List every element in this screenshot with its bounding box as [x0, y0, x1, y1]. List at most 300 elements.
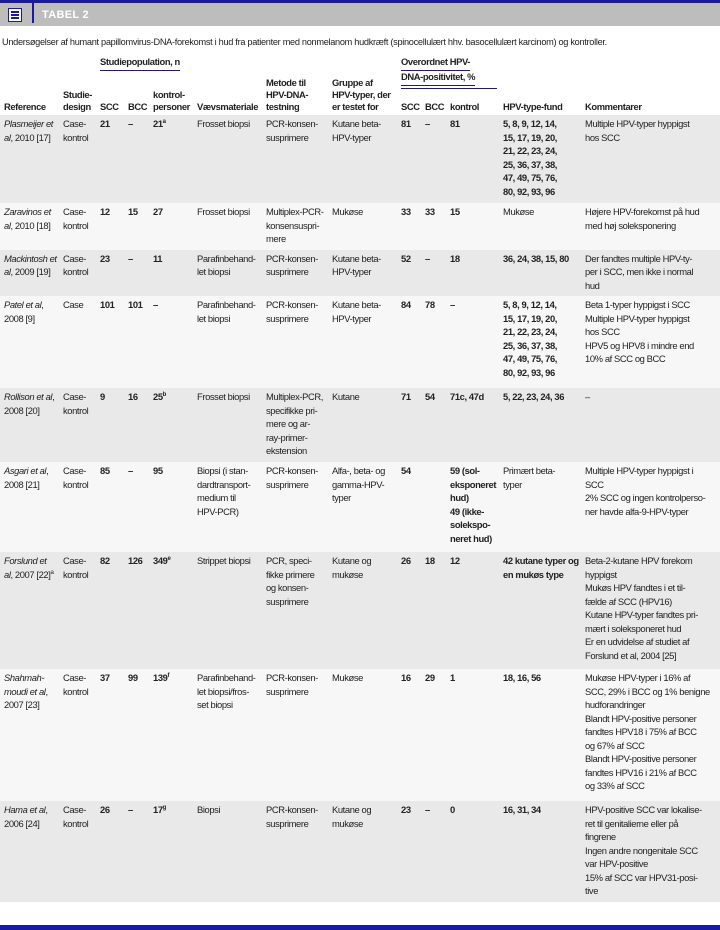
text-line: ray-primer- [266, 431, 308, 443]
cell-scc [96, 462, 124, 552]
cell-text: Plasmeijer et al [4, 118, 53, 143]
text-line: set biopsi [197, 699, 233, 710]
text-line: Case- [63, 391, 87, 402]
text-line: og 67% af SCC [585, 739, 645, 751]
text-line: Blandt HPV-positive personer [585, 753, 697, 764]
text-line: Mukøs HPV fandtes i et til- [585, 582, 686, 593]
cell-types [499, 296, 581, 388]
cell-text: 16 [128, 391, 138, 402]
text-line: Kutane og [332, 804, 372, 815]
text-line: Multiplex-PCR- [266, 206, 324, 217]
cell-text: – [128, 804, 133, 815]
text-line: ner havde alfa-9-HPV-typer [585, 505, 689, 517]
cell-group [328, 462, 397, 552]
cell-text: f [167, 672, 170, 679]
table-row [0, 296, 720, 388]
cell-group [328, 801, 397, 902]
text-line: HPV-typer, der [332, 89, 391, 100]
cell-reference [0, 801, 59, 902]
text-line: Kutane og [332, 555, 372, 566]
text-line: 21, 22, 23, 24, [503, 145, 557, 156]
cell-group [328, 669, 397, 801]
text-line: kontrol [63, 685, 89, 697]
text-line: hyppigst [585, 568, 617, 580]
text-line: mukøse [332, 568, 363, 580]
cell-types [499, 462, 581, 552]
text-line: hudforandringer [585, 699, 646, 710]
text-line: susprimere [266, 595, 309, 607]
text-line: neret hud) [450, 532, 492, 544]
text-line: Multiple HPV-typer hyppigst [585, 312, 690, 324]
cell-design [59, 669, 96, 801]
cell-text: g [162, 804, 166, 811]
text-line: Biopsi [197, 804, 221, 815]
text-line: 16, 31, 34 [503, 804, 541, 815]
text-line: 47, 49, 75, 76, [503, 172, 557, 183]
text-line: Strippet biopsi [197, 555, 251, 566]
cell-text: – [153, 299, 158, 310]
cell-p-bcc [421, 296, 446, 388]
table-header-bar [0, 0, 720, 26]
cell-p-control [446, 552, 499, 669]
table-row [0, 203, 720, 250]
text-line: SCC [585, 478, 604, 490]
text-line: mært i soleksponeret hud [585, 622, 682, 634]
cell-control [149, 388, 193, 462]
header-p-scc: SCC [401, 101, 420, 112]
text-line: solekspo- [450, 519, 491, 530]
cell-text: , [46, 465, 49, 476]
text-line: Case- [63, 252, 87, 264]
text-line: 5, 8, 9, 12, 14, [503, 299, 557, 310]
header-types: HPV-type-fund [503, 101, 563, 112]
text-line: hud [585, 279, 600, 291]
text-line: PCR-konsen- [266, 299, 318, 310]
text-line: Kutane beta- [332, 118, 381, 129]
text-line: kontrol [63, 219, 89, 231]
table-icon [8, 8, 22, 22]
cell-group [328, 203, 397, 250]
cell-text: 17 [153, 804, 163, 815]
table-row [0, 669, 720, 801]
text-line: kontrol [63, 568, 89, 580]
text-line: PCR-konsen- [266, 672, 318, 683]
cell-text: 139 [153, 672, 168, 683]
cell-types [499, 552, 581, 669]
text-line: HPV-typer [332, 131, 372, 143]
text-line: – [585, 391, 590, 402]
text-line: 5, 22, 23, 24, 36 [503, 391, 565, 402]
cell-text: [17] [36, 131, 51, 143]
cell-text: [18] [36, 219, 51, 231]
cell-text: Zaravinos et al [4, 206, 51, 231]
header-positivity [397, 56, 499, 89]
cell-text: 9 [100, 391, 105, 402]
cell-p-bcc [421, 462, 446, 552]
cell-scc [96, 203, 124, 250]
cell-method [262, 801, 328, 902]
cell-design [59, 250, 96, 297]
cell-text: 126 [128, 555, 143, 566]
cell-comments [581, 296, 720, 388]
cell-bcc [124, 250, 149, 297]
text-line: specifikke pri- [266, 404, 318, 416]
cell-text: Shahmah-moudi et al [4, 672, 46, 697]
cell-text: Hama et al [4, 804, 46, 815]
table-row [0, 462, 720, 552]
text-line: SCC, 29% i BCC og 1% benigne [585, 685, 710, 697]
cell-tissue [193, 388, 262, 462]
cell-p-bcc [421, 250, 446, 297]
text-line: tive [585, 885, 599, 896]
cell-bcc [124, 115, 149, 203]
cell-comments [581, 388, 720, 462]
text-line: med høj soleksponering [585, 219, 676, 231]
text-line: susprimere [266, 266, 309, 277]
cell-bcc [124, 296, 149, 388]
text-line: ret til genitalierne eller på [585, 817, 679, 829]
text-line: var HPV-positive [585, 858, 648, 869]
cell-group [328, 250, 397, 297]
cell-types [499, 388, 581, 462]
cell-text: , 2009 [10, 266, 35, 277]
cell-text: 85 [100, 465, 110, 476]
cell-text: 26 [100, 804, 110, 815]
cell-scc [96, 388, 124, 462]
cell-p-control [446, 669, 499, 801]
cell-text: 95 [153, 465, 163, 476]
cell-text: a [50, 569, 54, 576]
cell-p-control [446, 801, 499, 902]
text-line: Metode til [266, 77, 306, 88]
header-comments: Kommentarer [585, 101, 642, 112]
cell-group [328, 552, 397, 669]
table-row [0, 388, 720, 462]
cell-text: – [128, 252, 133, 264]
text-line: eksponeret [450, 478, 497, 490]
cell-bcc [124, 669, 149, 801]
text-line: fikke primere [266, 568, 315, 580]
text-line: personer [153, 101, 190, 112]
text-line: typer [503, 478, 522, 490]
text-line: 15, 17, 19, 20, [503, 131, 557, 143]
cell-comments [581, 115, 720, 203]
text-line: Multiple HPV-typer hyppigst [585, 118, 690, 129]
header-group [328, 56, 397, 115]
cell-p-scc [397, 669, 421, 801]
cell-text: , 2010 [10, 219, 35, 231]
cell-design [59, 296, 96, 388]
cell-p-bcc [421, 552, 446, 669]
cell-text: 21 [100, 118, 110, 129]
cell-control [149, 296, 193, 388]
text-line: hud) [450, 492, 469, 503]
cell-tissue [193, 115, 262, 203]
cell-group [328, 388, 397, 462]
text-line: kontrol [63, 817, 89, 829]
cell-method [262, 669, 328, 801]
text-line: kontrol [63, 404, 89, 416]
cell-design [59, 115, 96, 203]
cell-text: a [162, 118, 166, 125]
hpv-studies-table [0, 56, 720, 902]
cell-text: e [167, 555, 171, 562]
cell-control [149, 462, 193, 552]
cell-design [59, 203, 96, 250]
cell-text: 81 [401, 118, 411, 129]
text-line: susprimere [266, 131, 309, 143]
cell-method [262, 203, 328, 250]
cell-scc [96, 296, 124, 388]
text-line: Der fandtes multiple HPV-ty- [585, 252, 693, 264]
cell-scc [96, 250, 124, 297]
cell-comments [581, 669, 720, 801]
text-line: HPV5 og HPV8 i mindre end [585, 339, 694, 351]
cell-text: Asgari et al [4, 465, 47, 476]
cell-group [328, 115, 397, 203]
text-line: 47, 49, 75, 76, [503, 353, 557, 364]
cell-design [59, 388, 96, 462]
text-line: Case- [63, 804, 87, 815]
cell-scc [96, 669, 124, 801]
text-line: Mukøse [332, 672, 363, 683]
cell-method [262, 388, 328, 462]
cell-method [262, 250, 328, 297]
text-line: hos SCC [585, 131, 620, 143]
text-line: Beta 1-typer hyppigst i SCC [585, 299, 690, 310]
bottom-bar [0, 925, 720, 930]
text-line: Alfa-, beta- og [332, 465, 385, 476]
cell-text: , 2010 [10, 131, 35, 143]
text-line: Beta-2-kutane HPV forekom [585, 555, 693, 566]
text-line: Kutane [332, 391, 360, 402]
cell-text: 101 [128, 299, 143, 310]
cell-text: – [128, 118, 133, 129]
text-line: fandtes HPV16 i 21% af BCC [585, 766, 697, 778]
text-line: testning [266, 101, 300, 112]
cell-text: b [162, 391, 166, 398]
text-line: PCR, speci- [266, 555, 312, 566]
cell-bcc [124, 388, 149, 462]
cell-tissue [193, 669, 262, 801]
cell-reference [0, 552, 59, 669]
cell-p-control [446, 462, 499, 552]
cell-text: 2006 [24] [4, 817, 40, 829]
cell-types [499, 801, 581, 902]
cell-text: – [425, 252, 430, 264]
cell-p-control [446, 388, 499, 462]
text-line: Case- [63, 555, 87, 566]
text-line: DNA-positivitet, % [401, 71, 475, 86]
text-line: 59 (sol- [450, 465, 480, 476]
text-line: susprimere [266, 312, 309, 324]
text-line: hos SCC [585, 326, 620, 337]
text-line: konsensuspri- [266, 219, 320, 231]
cell-p-bcc [421, 115, 446, 203]
cell-scc [96, 552, 124, 669]
header-bcc: BCC [128, 101, 148, 112]
text-line: 1 [450, 672, 455, 683]
cell-text: 12 [100, 206, 110, 217]
text-line: dardtransport- [197, 478, 251, 490]
cell-p-control [446, 203, 499, 250]
text-line: og konsen- [266, 582, 309, 593]
cell-text: , [45, 804, 48, 815]
text-line: fælde af SCC (HPV16) [585, 595, 672, 607]
text-line: kontrol [63, 478, 89, 490]
cell-text: 54 [425, 391, 435, 402]
cell-text: [22] [36, 568, 51, 580]
text-line: 12 [450, 555, 460, 566]
text-line: Højere HPV-forekomst på hud [585, 206, 700, 217]
text-line: Parafinbehand- [197, 672, 256, 683]
text-line: PCR-konsen- [266, 465, 318, 476]
text-line: fandtes HPV18 i 75% af BCC [585, 726, 697, 737]
cell-reference [0, 115, 59, 203]
text-line: Case- [63, 672, 87, 683]
header-p-control: kontrol [450, 101, 479, 112]
text-line: susprimere [266, 685, 309, 697]
text-line: 80, 92, 93, 96 [503, 185, 555, 197]
text-line: 5, 8, 9, 12, 14, [503, 118, 557, 129]
cell-text: 99 [128, 672, 138, 683]
cell-text: 21 [153, 118, 163, 129]
text-line: 25, 36, 37, 38, [503, 158, 557, 170]
text-line: Frosset biopsi [197, 118, 250, 129]
cell-p-control [446, 296, 499, 388]
cell-text: 11 [153, 252, 163, 264]
cell-p-bcc [421, 669, 446, 801]
cell-text: 349 [153, 555, 168, 566]
text-line: 80, 92, 93, 96 [503, 366, 555, 378]
text-line: Studie- [63, 89, 92, 100]
cell-text: , [41, 299, 44, 310]
cell-reference [0, 296, 59, 388]
cell-text: 78 [425, 299, 435, 310]
text-line: HPV-typer [332, 266, 372, 277]
header-studiepopulation: Studiepopulation, n [96, 56, 193, 89]
cell-reference [0, 203, 59, 250]
text-line: gamma-HPV- [332, 478, 385, 490]
cell-tissue [193, 296, 262, 388]
text-line: Kutane beta- [332, 252, 381, 264]
text-line: Kutane beta- [332, 299, 381, 310]
text-line: – [450, 299, 455, 310]
cell-tissue [193, 552, 262, 669]
text-line: susprimere [266, 817, 309, 829]
cell-comments [581, 250, 720, 297]
cell-tissue [193, 801, 262, 902]
text-line: 81 [450, 118, 460, 129]
text-line: Case- [63, 465, 87, 476]
text-line: 25, 36, 37, 38, [503, 339, 557, 351]
text-line: 15, 17, 19, 20, [503, 312, 557, 324]
text-line: 21, 22, 23, 24, [503, 326, 557, 337]
text-line: kontrol [63, 131, 89, 143]
text-line: 15 [450, 206, 460, 217]
table-row [0, 250, 720, 297]
cell-p-scc [397, 115, 421, 203]
cell-text: 52 [401, 252, 411, 264]
table-caption: Undersøgelser af humant papillomvirus-DNA-forekomst i hud fra patienter med nonmelanom hudkræft (spinocellulært hhv. basocellulært karcinom) og kontroller. [2, 37, 607, 47]
text-line: PCR-konsen- [266, 252, 318, 264]
table-row [0, 801, 720, 902]
text-line: Parafinbehand- [197, 299, 256, 310]
text-line: mere og ar- [266, 418, 311, 429]
text-line: 71c, 47d [450, 391, 484, 402]
cell-group [328, 296, 397, 388]
cell-text: 84 [401, 299, 411, 310]
text-line: Biopsi (i stan- [197, 465, 248, 476]
text-line: Forslund et al, 2004 [25] [585, 649, 677, 661]
text-line: design [63, 101, 91, 112]
cell-text: 37 [100, 672, 110, 683]
cell-text: 27 [153, 206, 163, 217]
text-line: let biopsi/fros- [197, 685, 249, 697]
cell-p-scc [397, 250, 421, 297]
text-line: Multiple HPV-typer hyppigst i [585, 465, 694, 476]
text-line: 15% af SCC var HPV31-posi- [585, 871, 698, 883]
table-title: TABEL 2 [42, 9, 89, 21]
cell-reference [0, 462, 59, 552]
cell-text: 101 [100, 299, 115, 310]
text-line: Primært beta- [503, 465, 556, 476]
cell-bcc [124, 203, 149, 250]
text-line: per i SCC, men ikke i normal [585, 266, 694, 277]
text-line: Frosset biopsi [197, 206, 250, 217]
text-line: Case [63, 299, 84, 310]
cell-tissue [193, 250, 262, 297]
cell-text: , [45, 685, 48, 697]
text-line: Frosset biopsi [197, 391, 250, 402]
cell-control [149, 203, 193, 250]
cell-text: 16 [401, 672, 411, 683]
cell-text: 23 [100, 252, 110, 264]
text-line: 49 (ikke- [450, 505, 484, 517]
cell-types [499, 115, 581, 203]
header-reference: Reference [4, 101, 46, 112]
cell-p-scc [397, 462, 421, 552]
cell-comments [581, 801, 720, 902]
cell-design [59, 552, 96, 669]
text-line: mere [266, 233, 286, 244]
cell-method [262, 552, 328, 669]
header-design [59, 89, 96, 115]
cell-p-control [446, 115, 499, 203]
cell-text: , 2008 [4, 391, 55, 416]
text-line: kontrol- [153, 89, 185, 100]
cell-text: – [425, 118, 430, 129]
cell-text: 25 [153, 391, 163, 402]
cell-text: 33 [425, 206, 435, 217]
text-line: Multiplex-PCR, [266, 391, 323, 402]
text-line: Parafinbehand- [197, 252, 256, 264]
cell-types [499, 250, 581, 297]
cell-comments [581, 552, 720, 669]
cell-p-bcc [421, 801, 446, 902]
cell-text: Rollison et al [4, 391, 53, 402]
cell-bcc [124, 552, 149, 669]
cell-text: 2008 [9] [4, 312, 35, 324]
cell-p-bcc [421, 388, 446, 462]
header-scc: SCC [100, 101, 119, 112]
text-line: Mukøse HPV-typer i 16% af [585, 672, 691, 683]
header-tissue: Vævsmateriale [197, 101, 259, 112]
text-line: Mukøse [332, 206, 363, 217]
cell-p-scc [397, 296, 421, 388]
header-method [262, 56, 328, 115]
cell-design [59, 801, 96, 902]
